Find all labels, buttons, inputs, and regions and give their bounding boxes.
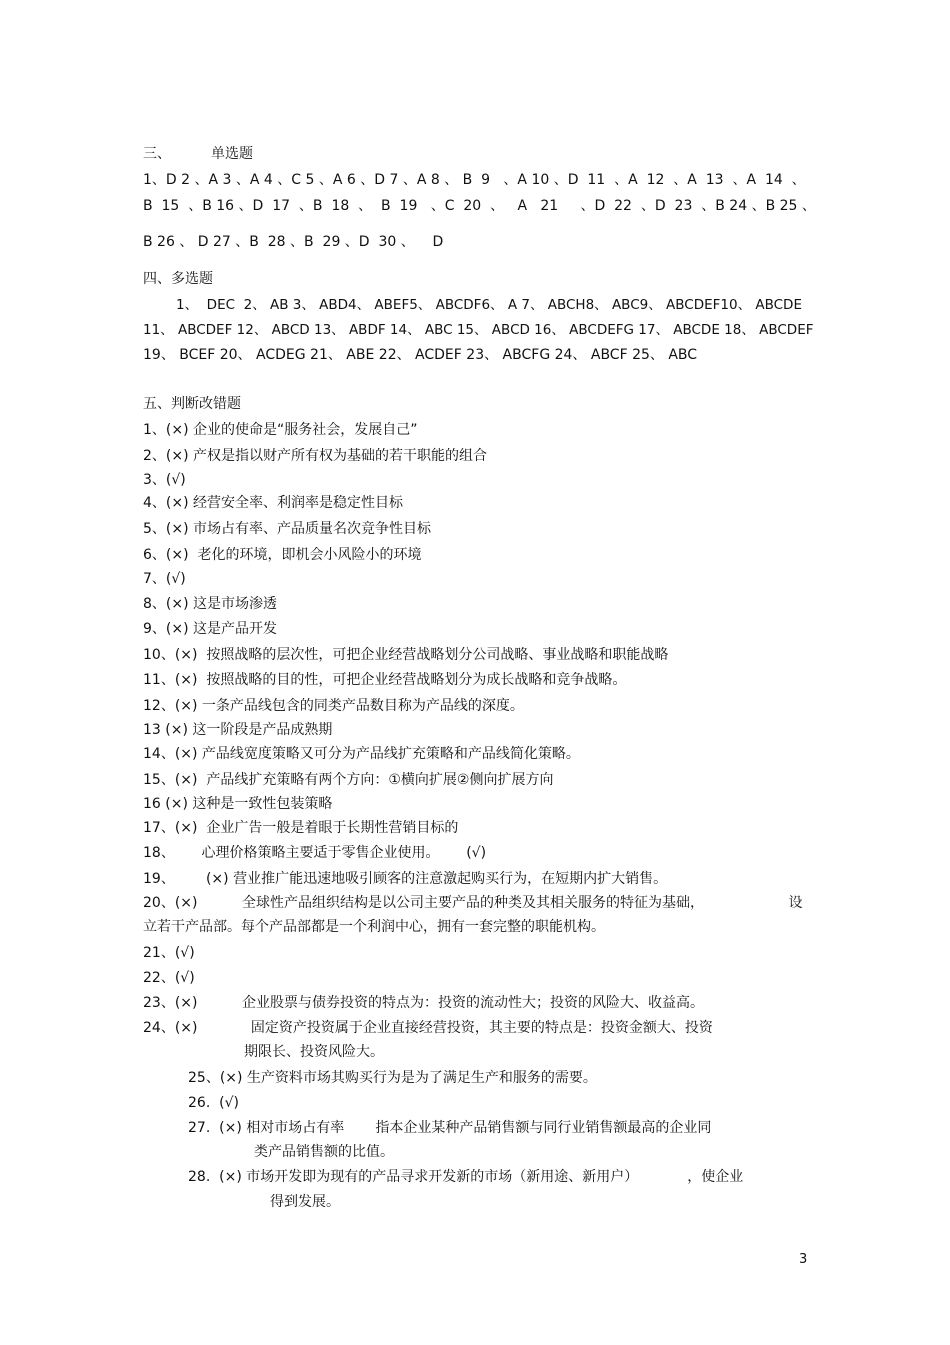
judgment-item: 28. (×) 市场开发即为现有的产品寻求开发新的市场（新用途、新用户） ，使企业 bbox=[188, 1169, 744, 1185]
judgment-item: 22、(√) bbox=[143, 970, 195, 986]
judgment-item: 16 (×) 这种是一致性包装策略 bbox=[143, 796, 333, 812]
answer-line: 1、 DEC 2、 AB 3、 ABD4、 ABEF5、 ABCDF6、 A 7、 ABCH8、 ABC9、 ABCDEF10、 ABCDE bbox=[176, 297, 802, 313]
answer-line: B 26 、 D 27 、B 28 、B 29 、D 30 、 D bbox=[143, 234, 444, 250]
judgment-item: 12、(×) 一条产品线包含的同类产品数目称为产品线的深度。 bbox=[143, 698, 524, 714]
judgment-item: 27. (×) 相对市场占有率 指本企业某种产品销售额与同行业销售额最高的企业同 bbox=[188, 1120, 712, 1136]
page-number: 3 bbox=[799, 1252, 808, 1267]
section-4-heading: 四、多选题 bbox=[143, 271, 213, 287]
judgment-item: 13 (×) 这一阶段是产品成熟期 bbox=[143, 722, 333, 738]
answer-line: 19、 BCEF 20、 ACDEG 21、 ABE 22、 ACDEF 23、 ABCFG 24、 ABCF 25、 ABC bbox=[143, 347, 698, 363]
judgment-item-continuation: 类产品销售额的比值。 bbox=[254, 1144, 394, 1160]
answer-line: 11、 ABCDEF 12、 ABCD 13、 ABDF 14、 ABC 15、 ABCD 16、 ABCDEFG 17、 ABCDE 18、 ABCDEF bbox=[143, 322, 814, 338]
judgment-item: 26. (√) bbox=[188, 1095, 240, 1111]
section-3-heading-number: 三、 bbox=[143, 146, 171, 162]
judgment-item-continuation: 得到发展。 bbox=[270, 1194, 340, 1210]
judgment-item: 6、(×) 老化的环境，即机会小风险小的环境 bbox=[143, 547, 422, 563]
judgment-item: 18、 心理价格策略主要适于零售企业使用。 (√) bbox=[143, 845, 487, 861]
judgment-item: 3、(√) bbox=[143, 472, 186, 488]
judgment-item: 4、(×) 经营安全率、利润率是稳定性目标 bbox=[143, 495, 404, 511]
judgment-item: 5、(×) 市场占有率、产品质量名次竞争性目标 bbox=[143, 521, 432, 537]
judgment-item: 2、(×) 产权是指以财产所有权为基础的若干职能的组合 bbox=[143, 448, 488, 464]
judgment-item: 1、(×) 企业的使命是“服务社会，发展自己” bbox=[143, 422, 418, 438]
judgment-item: 9、(×) 这是产品开发 bbox=[143, 621, 278, 637]
section-5-heading: 五、判断改错题 bbox=[143, 396, 241, 412]
judgment-item: 17、(×) 企业广告一般是着眼于长期性营销目标的 bbox=[143, 820, 459, 836]
judgment-item: 7、(√) bbox=[143, 571, 186, 587]
judgment-item: 20、(×) 全球性产品组织结构是以公司主要产品的种类及其相关服务的特征为基础， 设 bbox=[143, 895, 803, 911]
answer-line: B 15 、B 16 、D 17 、B 18 、 B 19 、C 20 、 A 21 、D 22 、D 23 、B 24 、B 25 、 bbox=[143, 198, 816, 214]
judgment-item: 25、(×) 生产资料市场其购买行为是为了满足生产和服务的需要。 bbox=[188, 1070, 597, 1086]
judgment-item: 15、(×) 产品线扩充策略有两个方向：①横向扩展②侧向扩展方向 bbox=[143, 772, 554, 788]
judgment-item: 21、(√) bbox=[143, 945, 195, 961]
judgment-item: 14、(×) 产品线宽度策略又可分为产品线扩充策略和产品线简化策略。 bbox=[143, 746, 580, 762]
judgment-item: 24、(×) 固定资产投资属于企业直接经营投资，其主要的特点是：投资金额大、投资 bbox=[143, 1020, 713, 1036]
judgment-item-continuation: 立若干产品部。每个产品部都是一个利润中心，拥有一套完整的职能机构。 bbox=[143, 919, 605, 935]
judgment-item-continuation: 期限长、投资风险大。 bbox=[244, 1044, 384, 1060]
judgment-item: 11、(×) 按照战略的目的性，可把企业经营战略划分为成长战略和竞争战略。 bbox=[143, 672, 627, 688]
judgment-item: 10、(×) 按照战略的层次性，可把企业经营战略划分公司战略、事业战略和职能战略 bbox=[143, 647, 669, 663]
section-3-heading-title: 单选题 bbox=[211, 146, 253, 162]
judgment-item: 23、(×) 企业股票与债券投资的特点为：投资的流动性大；投资的风险大、收益高。 bbox=[143, 995, 704, 1011]
judgment-item: 8、(×) 这是市场渗透 bbox=[143, 596, 278, 612]
answer-line: 1、D 2 、A 3 、A 4 、C 5 、A 6 、D 7 、A 8 、 B 9 、A 10 、D 11 、A 12 、A 13 、A 14 、 bbox=[143, 172, 806, 188]
judgment-item: 19、 (×) 营业推广能迅速地吸引顾客的注意激起购买行为，在短期内扩大销售。 bbox=[143, 871, 668, 887]
